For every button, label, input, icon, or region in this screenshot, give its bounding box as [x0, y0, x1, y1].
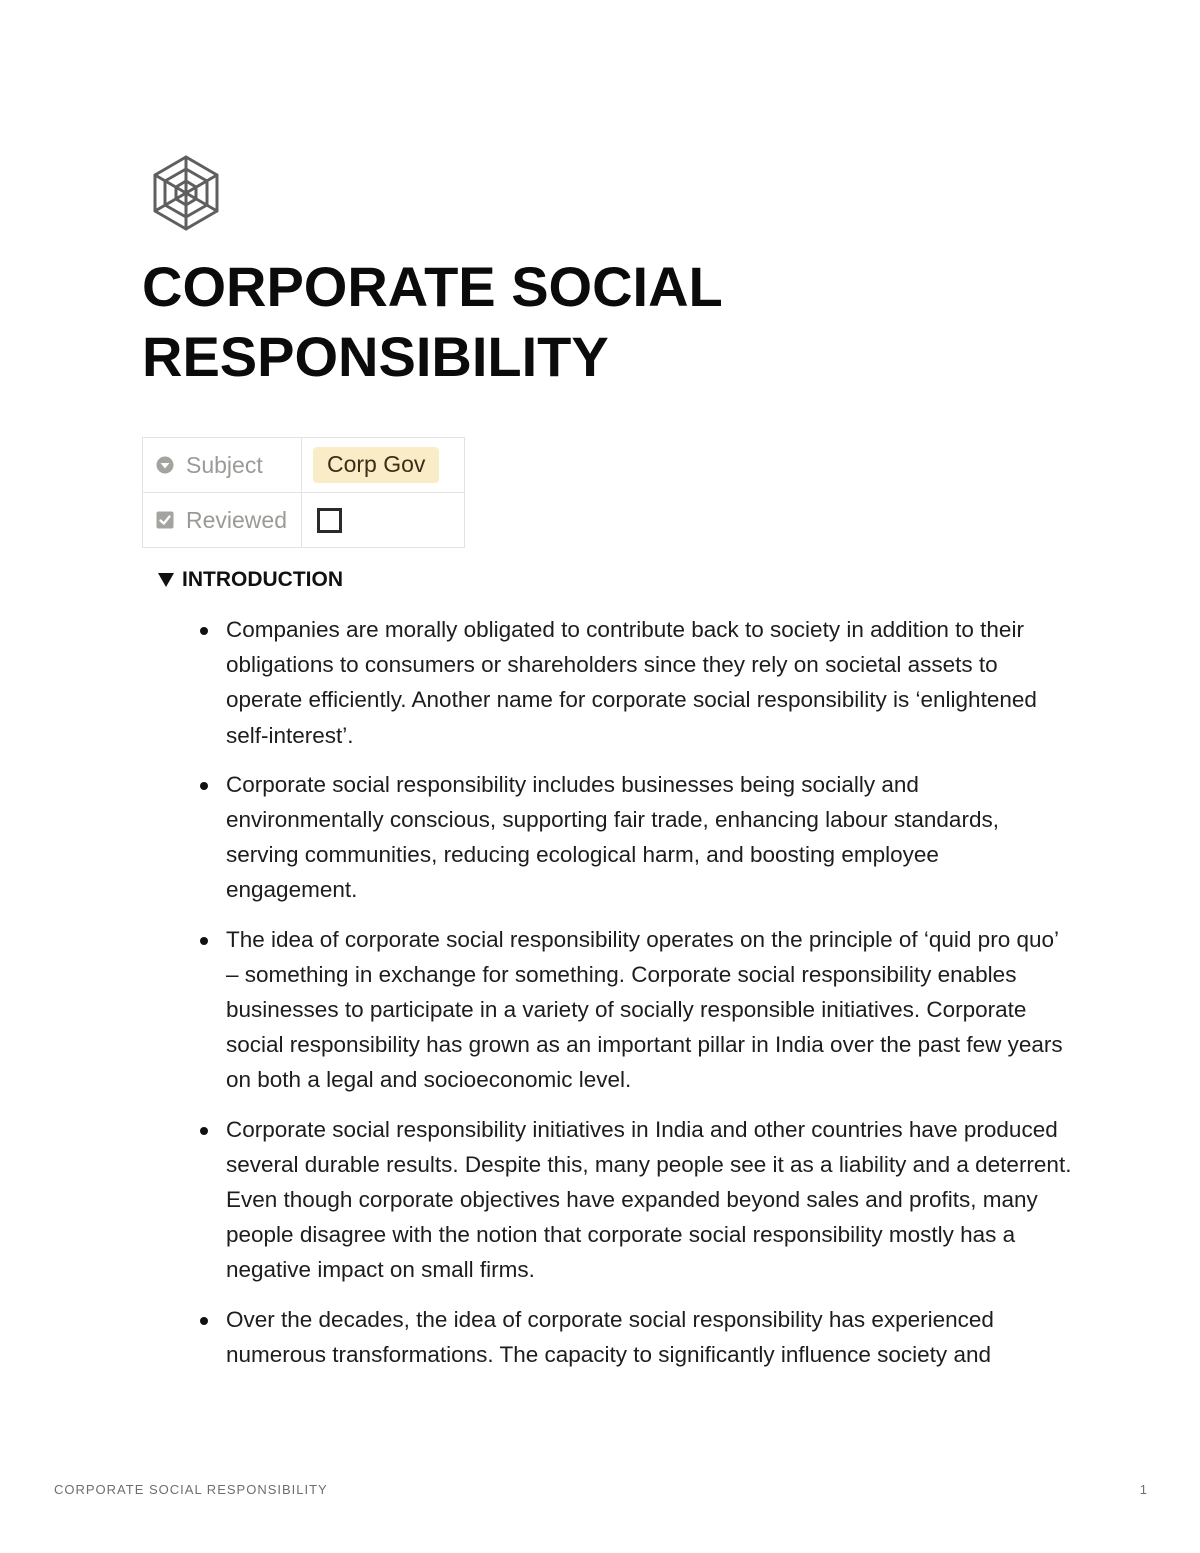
select-icon — [155, 455, 175, 475]
spider-web-icon — [145, 152, 227, 234]
triangle-down-icon[interactable] — [158, 573, 174, 587]
property-name-reviewed[interactable] — [143, 493, 302, 548]
property-label: Reviewed — [186, 506, 287, 533]
property-row-subject — [143, 438, 465, 493]
property-label: Subject — [186, 451, 263, 478]
property-name-subject[interactable] — [143, 438, 302, 493]
checkbox-icon — [155, 510, 175, 530]
list-item: Over the decades, the idea of corporate social responsibility has experienced numerous transformations. The capacity to significantly influence society and — [196, 1302, 1076, 1372]
property-row-reviewed — [143, 493, 465, 548]
properties-table — [142, 437, 465, 548]
footer-title: CORPORATE SOCIAL RESPONSIBILITY — [54, 1482, 328, 1497]
introduction-bullet-list — [196, 612, 1076, 1386]
reviewed-checkbox[interactable] — [317, 508, 342, 533]
list-item: Companies are morally obligated to contribute back to society in addition to their obligations to consumers or shareholders since they rely on societal assets to operate efficiently. Another name for corporate social responsibility is ‘enlightened self-interest’. — [196, 612, 1076, 753]
list-item: The idea of corporate social responsibility operates on the principle of ‘quid pro quo’ – something in exchange for something. Corporate social responsibility enables businesses to participate in a variety of socially responsible initiatives. Corporate social responsibility has grown as an important pillar in India over the past few years on both a legal and socioeconomic level. — [196, 922, 1076, 1098]
property-value-reviewed[interactable] — [302, 493, 465, 548]
introduction-toggle[interactable] — [158, 568, 343, 592]
page-number: 1 — [1139, 1482, 1147, 1497]
page-title: CORPORATE SOCIAL RESPONSIBILITY — [142, 255, 722, 388]
list-item: Corporate social responsibility initiatives in India and other countries have produced several durable results. Despite this, many people see it as a liability and a deterrent. Even though corporate objectives have expanded beyond sales and profits, many people disagree with the notion that corporate social responsibility mostly has a negative impact on small firms. — [196, 1112, 1076, 1288]
toggle-heading-text: INTRODUCTION — [182, 568, 343, 591]
list-item: Corporate social responsibility includes businesses being socially and environmentally conscious, supporting fair trade, enhancing labour standards, serving communities, reducing ecological harm, and boosting employee engagement. — [196, 767, 1076, 908]
property-value-subject[interactable] — [302, 438, 465, 493]
subject-tag[interactable]: Corp Gov — [313, 447, 439, 483]
